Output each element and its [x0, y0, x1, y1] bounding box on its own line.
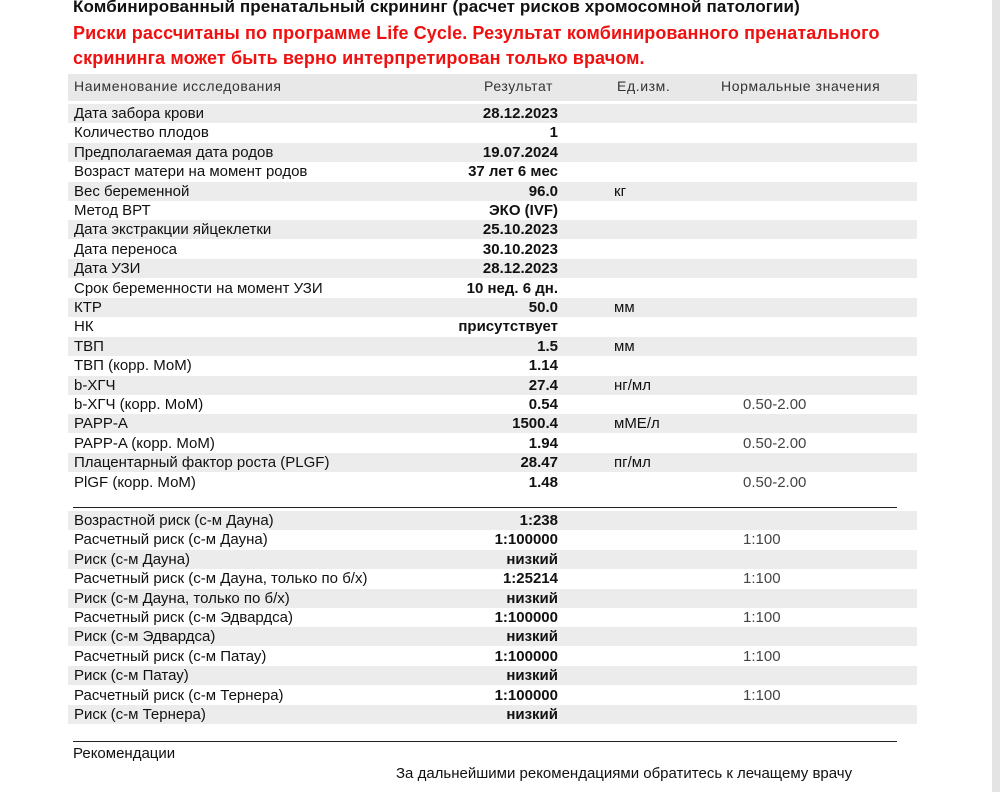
row-result: низкий [506, 667, 558, 685]
table-row [68, 705, 917, 724]
row-name: ТВП [74, 337, 104, 355]
row-unit: мМЕ/л [614, 415, 660, 433]
row-name: Расчетный риск (с-м Эдвардса) [74, 609, 294, 626]
row-name: Возрастной риск (с-м Дауна) [74, 512, 274, 529]
row-name: Количество плодов [74, 124, 209, 142]
row-name: Расчетный риск (с-м Дауна, только по б/х) [74, 570, 368, 588]
row-name: Риск (с-м Патау) [74, 667, 189, 685]
row-name: b-ХГЧ (корр. МоМ) [74, 396, 204, 413]
row-norm: 1:100 [743, 570, 781, 588]
row-name: Предполагаемая дата родов [74, 143, 274, 161]
row-norm: 1:100 [743, 531, 781, 549]
row-name: PlGF (корр. МоМ) [74, 473, 196, 491]
row-norm: 1:100 [743, 647, 781, 665]
table-row [68, 608, 917, 627]
row-name: Срок беременности на момент УЗИ [74, 279, 323, 297]
warning-line-1: Риски рассчитаны по программе Life Cycle. Результат комбинированного пренатального [73, 23, 880, 43]
header-name: Наименование исследования [74, 78, 282, 94]
row-name: Расчетный риск (с-м Тернера) [74, 686, 284, 704]
table-row [68, 647, 917, 666]
row-result: низкий [506, 589, 558, 607]
row-name: Риск (с-м Тернера) [74, 706, 206, 723]
table-row [68, 162, 917, 181]
table-row [68, 104, 917, 123]
row-norm: 0.50-2.00 [743, 396, 807, 413]
table-row [68, 201, 917, 220]
row-result: 25.10.2023 [482, 221, 558, 239]
table-row [68, 395, 917, 414]
row-result: 1:100000 [494, 647, 558, 665]
row-name: Плацентарный фактор роста (PLGF) [74, 454, 330, 472]
row-norm: 0.50-2.00 [743, 473, 807, 491]
row-name: Возраст матери на момент родов [74, 163, 308, 181]
row-result: низкий [506, 550, 558, 568]
report-title: Комбинированный пренатальный скрининг (расчет рисков хромосомной патологии) [73, 0, 800, 16]
row-name: Метод ВРТ [74, 202, 151, 219]
row-result: присутствует [458, 318, 558, 336]
table-row [68, 530, 917, 549]
row-unit: нг/мл [614, 376, 651, 394]
row-name: Расчетный риск (с-м Патау) [74, 647, 267, 665]
recommendations-text: За дальнейшими рекомендациями обратитесь к лечащему врачу [396, 765, 853, 782]
table-row [68, 511, 917, 530]
row-result: 1:100000 [494, 609, 558, 626]
table-row [68, 686, 917, 705]
table-row [68, 434, 917, 453]
divider [73, 741, 897, 742]
table-row [68, 337, 917, 356]
table-row [68, 182, 917, 201]
row-result: низкий [506, 628, 558, 646]
row-result: 19.07.2024 [482, 143, 558, 161]
row-result: 1:25214 [502, 570, 558, 588]
row-name: КТР [74, 299, 102, 316]
row-result: 1500.4 [512, 415, 558, 433]
row-name: Риск (с-м Дауна) [74, 550, 191, 568]
row-name: b-ХГЧ [74, 376, 116, 394]
row-name: ТВП (корр. МоМ) [74, 357, 192, 375]
table-row [68, 317, 917, 336]
row-result: 27.4 [528, 376, 558, 394]
warning-line-2: скрининга может быть верно интерпретирован только врачом. [73, 48, 645, 68]
row-name: Дата переноса [74, 240, 178, 258]
recommendations-label: Рекомендации [73, 745, 176, 762]
row-unit: пг/мл [614, 454, 651, 472]
row-norm: 0.50-2.00 [743, 434, 807, 452]
table-row [68, 666, 917, 685]
row-name: Риск (с-м Дауна, только по б/х) [74, 589, 290, 607]
row-result: 0.54 [528, 396, 558, 413]
row-result: 1 [549, 124, 558, 142]
table-row [68, 569, 917, 588]
row-result: 1.14 [528, 357, 558, 375]
table-row [68, 627, 917, 646]
table-row [68, 240, 917, 259]
row-result: 1:100000 [494, 686, 558, 704]
row-result: 96.0 [528, 182, 558, 200]
row-name: Расчетный риск (с-м Дауна) [74, 531, 268, 549]
table-row [68, 220, 917, 239]
row-unit: кг [614, 182, 627, 200]
table-header [68, 74, 917, 101]
row-result: ЭКО (IVF) [489, 202, 558, 219]
row-name: PAPP-A [74, 415, 128, 433]
table-row [68, 589, 917, 608]
row-result: 1.94 [528, 434, 558, 452]
row-result: 28.12.2023 [482, 260, 558, 278]
table-row [68, 473, 917, 492]
divider [73, 507, 897, 508]
table-row [68, 279, 917, 298]
page-edge [992, 0, 1000, 792]
table-row [68, 376, 917, 395]
row-result: 10 нед. 6 дн. [466, 279, 558, 297]
header-norm: Нормальные значения [721, 78, 881, 94]
row-result: 28.12.2023 [482, 105, 558, 122]
row-name: Дата УЗИ [74, 260, 141, 278]
row-name: PAPP-A (корр. МоМ) [74, 434, 215, 452]
table-row [68, 550, 917, 569]
row-result: низкий [506, 706, 558, 723]
row-result: 1.5 [537, 337, 558, 355]
table-row [68, 453, 917, 472]
row-unit: мм [614, 299, 635, 316]
table-row [68, 123, 917, 142]
table-row [68, 414, 917, 433]
header-result: Результат [484, 78, 554, 94]
row-unit: мм [614, 337, 635, 355]
table-row [68, 143, 917, 162]
table-row [68, 298, 917, 317]
row-result: 1:238 [519, 512, 558, 529]
row-result: 30.10.2023 [482, 240, 558, 258]
row-name: Риск (с-м Эдвардса) [74, 628, 216, 646]
row-result: 28.47 [520, 454, 558, 472]
row-result: 50.0 [528, 299, 558, 316]
row-result: 1:100000 [494, 531, 558, 549]
row-name: Вес беременной [74, 182, 190, 200]
row-result: 37 лет 6 мес [468, 163, 558, 181]
row-name: Дата экстракции яйцеклетки [74, 221, 272, 239]
row-norm: 1:100 [743, 686, 781, 704]
header-unit: Ед.изм. [617, 78, 671, 94]
table-row [68, 356, 917, 375]
row-norm: 1:100 [743, 609, 781, 626]
row-result: 1.48 [528, 473, 558, 491]
table-row [68, 259, 917, 278]
row-name: Дата забора крови [74, 105, 204, 122]
row-name: НК [74, 318, 94, 336]
